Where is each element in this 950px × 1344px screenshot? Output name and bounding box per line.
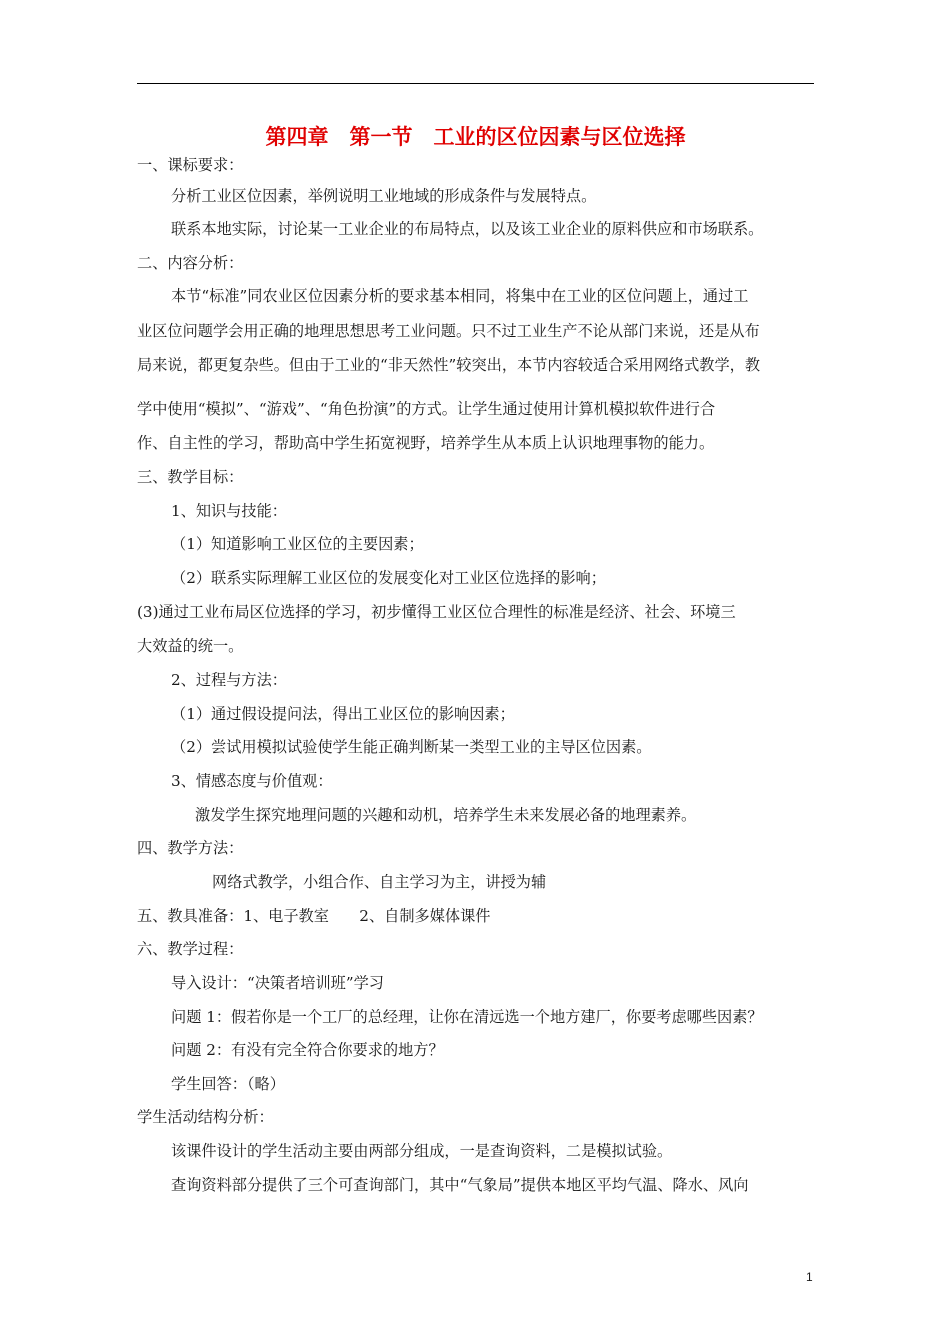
subheading: 2、过程与方法： [171,671,287,689]
paragraph-line: 局来说，都更复杂些。但由于工业的“非天然性”较突出，本节内容较适合采用网络式教学，教 [137,356,761,374]
paragraph-line: 学生回答：（略） [171,1075,285,1093]
subheading: 1、知识与技能： [171,502,287,520]
paragraph-line: 导入设计：“决策者培训班”学习 [171,974,384,992]
list-item: （2）联系实际理解工业区位的发展变化对工业区位选择的影响； [171,569,606,587]
section-heading-3: 三、教学目标： [137,468,244,486]
paragraph-line: 查询资料部分提供了三个可查询部门，其中“气象局”提供本地区平均气温、降水、风向 [171,1176,749,1194]
paragraph-line: 激发学生探究地理问题的兴趣和动机，培养学生未来发展必备的地理素养。 [195,806,697,824]
section-heading-5: 五、教具准备：1、电子教室 2、自制多媒体课件 [137,907,491,925]
paragraph-line: 大效益的统一。 [137,637,244,655]
page-number: 1 [806,1270,813,1284]
paragraph-line: 业区位问题学会用正确的地理思想思考工业问题。只不过工业生产不论从部门来说，还是从布 [137,322,760,340]
paragraph-line: 分析工业区位因素，举例说明工业地域的形成条件与发展特点。 [171,187,597,205]
list-item: （1）通过假设提问法，得出工业区位的影响因素； [171,705,515,723]
section-heading-4: 四、教学方法： [137,839,244,857]
paragraph-line: 联系本地实际，讨论某一工业企业的布局特点，以及该工业企业的原料供应和市场联系。 [171,220,764,238]
paragraph-line: 作、自主性的学习，帮助高中学生拓宽视野，培养学生从本质上认识地理事物的能力。 [137,434,715,452]
header-rule [137,83,814,84]
subheading: 学生活动结构分析： [137,1108,274,1126]
paragraph-line: 本节“标准”同农业区位因素分析的要求基本相同，将集中在工业的区位问题上，通过工 [171,287,749,305]
section-heading-1: 一、课标要求： [137,156,244,174]
list-item: （2）尝试用模拟试验使学生能正确判断某一类型工业的主导区位因素。 [171,738,652,756]
list-item: （1）知道影响工业区位的主要因素； [171,535,424,553]
list-item: (3)通过工业布局区位选择的学习，初步懂得工业区位合理性的标准是经济、社会、环境三 [137,603,736,621]
page-title: 第四章 第一节 工业的区位因素与区位选择 [265,125,686,149]
paragraph-line: 网络式教学，小组合作、自主学习为主，讲授为辅 [212,873,547,891]
paragraph-line: 该课件设计的学生活动主要由两部分组成，一是查询资料，二是模拟试验。 [171,1142,673,1160]
question-line: 问题 2：有没有完全符合你要求的地方？ [171,1041,444,1059]
section-heading-2: 二、内容分析： [137,254,244,272]
section-heading-6: 六、教学过程： [137,940,244,958]
question-line: 问题 1：假若你是一个工厂的总经理，让你在清远选一个地方建厂，你要考虑哪些因素？ [171,1008,763,1026]
paragraph-line: 学中使用“模拟”、“游戏”、“角色扮演”的方式。让学生通过使用计算机模拟软件进行合 [137,400,716,418]
subheading: 3、情感态度与价值观： [171,772,333,790]
